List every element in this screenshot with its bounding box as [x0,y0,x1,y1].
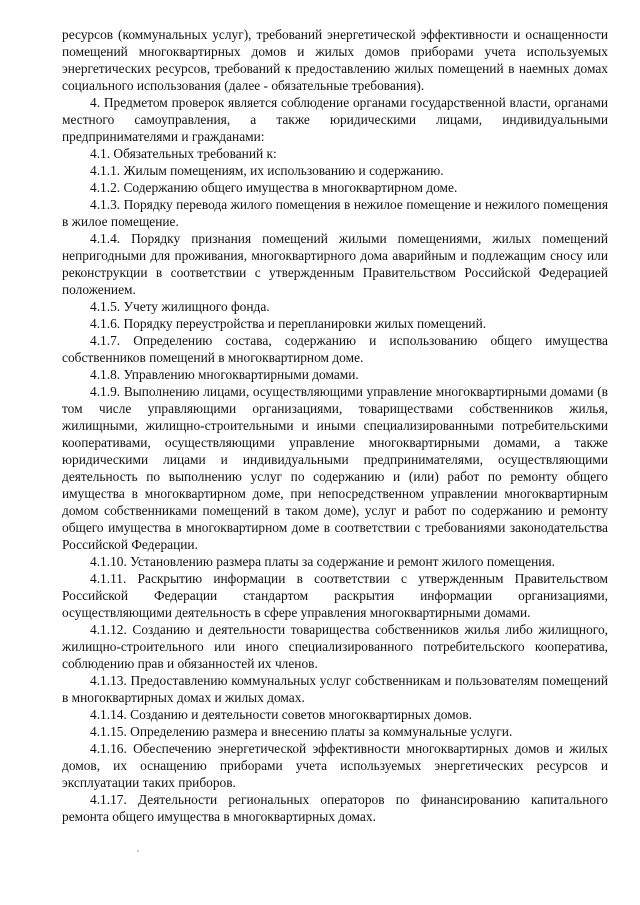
paragraph-4-1-12: 4.1.12. Созданию и деятельности товарищества собственников жилья либо жилищного, жилищно-строительного или иного специализированного потребительского кооператива, соблюдению прав и обязанностей их членов. [62,622,608,671]
paragraph-4-1-3: 4.1.3. Порядку перевода жилого помещения в нежилое помещение и нежилого помещения в жилое помещение. [62,197,608,229]
scan-speck [137,850,139,852]
document-page [62,26,608,825]
paragraph-4-1-7: 4.1.7. Определению состава, содержанию и использованию общего имущества собственников помещений в многоквартирном доме. [62,333,608,365]
paragraph-4-1-5: 4.1.5. Учету жилищного фонда. [90,299,270,314]
paragraph-4-1-14: 4.1.14. Созданию и деятельности советов многоквартирных домов. [90,707,472,722]
paragraph-4-1-15: 4.1.15. Определению размера и внесению платы за коммунальные услуги. [90,724,513,739]
paragraph-4-1-13: 4.1.13. Предоставлению коммунальных услуг собственникам и пользователям помещений в многоквартирных домах и жилых домах. [62,673,608,705]
paragraph-4-1: 4.1. Обязательных требований к: [90,146,277,161]
paragraph-4-1-2: 4.1.2. Содержанию общего имущества в многоквартирном доме. [90,180,458,195]
paragraph-4-1-10: 4.1.10. Установлению размера платы за содержание и ремонт жилого помещения. [90,554,555,569]
paragraph-intro-continuation: ресурсов (коммунальных услуг), требований энергетической эффективности и оснащенности помещений многоквартирных домов и жилых домов приборами учета используемых энергетических ресурсов, требований к предоставлению жилых помещений в наемных домах социального использования (далее - обязательные требования). [62,27,608,93]
paragraph-4-1-4: 4.1.4. Порядку признания помещений жилыми помещениями, жилых помещений непригодными для проживания, многоквартирного дома аварийным и подлежащим сносу или реконструкции в соответствии с утвержденным Правительством Российской Федерацией положением. [62,231,608,297]
paragraph-4-1-16: 4.1.16. Обеспечению энергетической эффективности многоквартирных домов и жилых домов, их оснащению приборами учета используемых энергетических ресурсов и эксплуатации таких приборов. [62,741,608,790]
paragraph-4-1-8: 4.1.8. Управлению многоквартирными домами. [90,367,359,382]
paragraph-4-1-9: 4.1.9. Выполнению лицами, осуществляющими управление многоквартирными домами (в том числе управляющими организациями, товариществами собственников жилья, жилищными, жилищно-строительными и иными специализированными потребительскими кооперативами, осуществляющими управление многоквартирными домами, а также юридическими лицами и индивидуальными предпринимателями, осуществляющими деятельность по выполнению услуг по содержанию и (или) работ по ремонту общего имущества в многоквартирном доме, при непосредственном управлении многоквартирным домом собственниками помещений в таком доме), услуг и работ по содержанию и ремонту общего имущества в многоквартирном доме в соответствии с требованиями законодательства Российской Федерации. [62,384,608,552]
paragraph-4-1-1: 4.1.1. Жилым помещениям, их использованию и содержанию. [90,163,444,178]
paragraph-4-1-11: 4.1.11. Раскрытию информации в соответствии с утвержденным Правительством Российской Федерации стандартом раскрытия информации организациями, осуществляющими деятельность в сфере управления многоквартирными домами. [62,571,608,620]
paragraph-4-1-6: 4.1.6. Порядку переустройства и перепланировки жилых помещений. [90,316,487,331]
paragraph-4: 4. Предметом проверок является соблюдение органами государственной власти, органами местного самоуправления, а также юридическими лицами, индивидуальными предпринимателями и гражданами: [62,95,608,144]
paragraph-4-1-17: 4.1.17. Деятельности региональных операторов по финансированию капитального ремонта общего имущества в многоквартирных домах. [62,792,608,824]
